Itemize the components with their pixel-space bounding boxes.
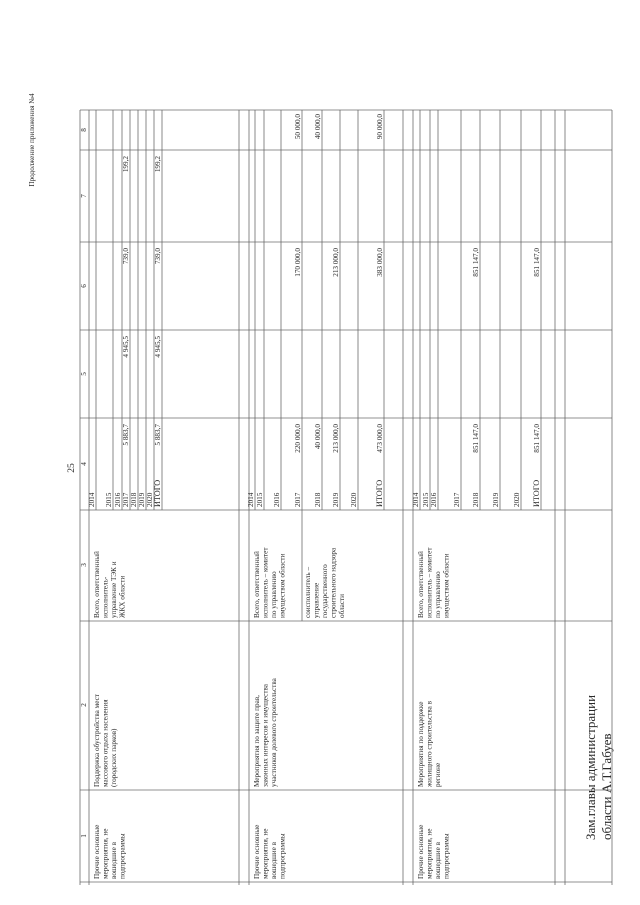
cell-value: 40 000,0 <box>314 424 322 450</box>
continuation-note: Продолжение приложения №4 <box>28 93 36 187</box>
column-number: 4 <box>80 462 88 466</box>
row-executor: имуществом области <box>278 553 287 618</box>
row-measure: регионе <box>434 762 442 787</box>
year-label: 2020 <box>350 492 358 507</box>
cell-value: 213 000,0 <box>332 424 340 453</box>
row-category: вошедшие в <box>434 842 442 879</box>
total-label: ИТОГО <box>375 479 384 507</box>
row-executor: управление ТЭК и <box>110 561 118 618</box>
cell-value: 5 883,7 <box>122 424 130 446</box>
year-label: 2017 <box>122 492 130 507</box>
year-label: 2015 <box>422 492 430 507</box>
row-category: подпрограммы <box>278 833 287 879</box>
cell-value: 739,0 <box>122 248 130 265</box>
row-category: Прочие основные <box>253 824 261 879</box>
row-category: подпрограммы <box>118 833 127 879</box>
year-label: 2014 <box>247 492 255 507</box>
signature-title: Зам.главы администрации <box>583 694 598 840</box>
row-measure: участников долевого строительства <box>270 678 278 787</box>
cell-value: 4 945,5 <box>122 336 130 358</box>
row-measure: Поддержка обустройства мест <box>93 694 101 787</box>
row-executor: по управлению <box>434 571 442 618</box>
year-label: 2018 <box>314 492 322 507</box>
row-executor: Всего, ответственный <box>417 551 425 618</box>
year-label: 2014 <box>88 492 96 507</box>
cell-value: 199,2 <box>122 156 130 173</box>
row-executor: по управлению <box>270 571 278 618</box>
row-measure: массового отдыха населения <box>101 699 110 787</box>
year-label: 2018 <box>472 492 480 507</box>
row-category: Прочие основные <box>93 824 101 879</box>
row-measure: Мероприятия по защите прав, <box>253 695 261 787</box>
cell-value: 213 000,0 <box>332 248 340 277</box>
row-executor: ЖКХ области <box>118 575 127 618</box>
column-number: 5 <box>80 372 88 376</box>
row-measure: законных интересов и имущества <box>261 684 270 787</box>
row-executor: Всего, ответственный <box>93 551 101 618</box>
year-label: 2017 <box>453 492 461 507</box>
row-executor: исполнитель – комитет <box>425 547 434 618</box>
year-label: 2020 <box>513 492 521 507</box>
row-measure: Мероприятия по поддержке <box>417 701 425 787</box>
table-text <box>28 93 614 879</box>
cell-value: 220 000,0 <box>294 424 302 453</box>
row-measure: (городских парков) <box>110 728 118 787</box>
year-label: 2019 <box>332 492 340 507</box>
page-number: 25 <box>67 463 77 473</box>
column-number: 7 <box>80 194 88 198</box>
row-coexecutor: государственного <box>321 564 329 618</box>
year-label: 2017 <box>294 492 302 507</box>
row-measure: жилищного строительства в <box>425 700 434 787</box>
year-label: 2019 <box>492 492 500 507</box>
row-category: мероприятия, не <box>101 828 110 879</box>
row-category: подпрограммы <box>442 833 451 879</box>
row-coexecutor: области <box>338 593 346 618</box>
cell-value: 383 000,0 <box>376 248 384 277</box>
column-number: 1 <box>80 834 88 838</box>
cell-value: 199,2 <box>154 156 162 173</box>
cell-value: 4 945,5 <box>154 336 162 358</box>
year-label: 2019 <box>138 492 146 507</box>
total-label: ИТОГО <box>532 479 541 507</box>
total-label: ИТОГО <box>153 479 162 507</box>
cell-value: 5 883,7 <box>154 424 162 446</box>
row-executor: Всего, ответственный <box>253 551 261 618</box>
year-label: 2020 <box>146 492 154 507</box>
column-number: 8 <box>80 128 88 132</box>
year-label: 2018 <box>130 492 138 507</box>
row-category: Прочие основные <box>417 824 425 879</box>
cell-value: 170 000,0 <box>294 248 302 277</box>
cell-value: 739,0 <box>154 248 162 265</box>
cell-value: 851 147,0 <box>533 424 541 453</box>
cell-value: 851 147,0 <box>472 424 480 453</box>
year-label: 2015 <box>256 492 264 507</box>
column-number: 3 <box>80 563 88 567</box>
row-executor: имуществом области <box>442 553 451 618</box>
row-coexecutor: строительного надзора <box>329 547 338 618</box>
row-executor: исполнитель- <box>101 576 110 618</box>
column-number: 6 <box>80 284 88 288</box>
year-label: 2015 <box>105 492 113 507</box>
cell-value: 90 000,0 <box>376 114 384 140</box>
row-category: мероприятия, не <box>425 828 434 879</box>
row-category: мероприятия, не <box>261 828 270 879</box>
cell-value: 851 147,0 <box>472 248 480 277</box>
row-executor: исполнитель – комитет <box>261 547 270 618</box>
cell-value: 40 000,0 <box>314 114 322 140</box>
year-label: 2016 <box>273 492 281 507</box>
row-category: вошедшие в <box>110 842 118 879</box>
row-coexecutor: управление <box>312 582 321 618</box>
row-category: вошедшие в <box>270 842 278 879</box>
cell-value: 851 147,0 <box>533 248 541 277</box>
year-label: 2014 <box>412 492 420 507</box>
cell-value: 473 000,0 <box>376 424 384 453</box>
column-number: 2 <box>80 703 88 707</box>
cell-value: 50 000,0 <box>294 114 302 140</box>
signature-name: области А.Т.Габуев <box>599 733 614 840</box>
year-label: 2016 <box>114 492 122 507</box>
row-coexecutor: соисполнитель – <box>304 566 312 618</box>
year-label: 2016 <box>430 492 438 507</box>
